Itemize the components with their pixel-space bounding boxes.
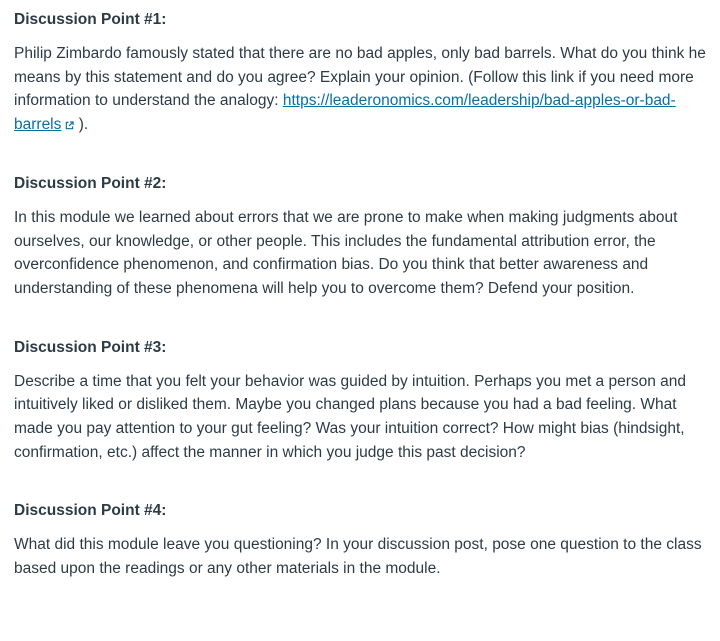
discussion-point-title: Discussion Point #4: (14, 502, 167, 520)
discussion-point-4 (14, 497, 712, 580)
discussion-point-body: What did this module leave you questioning? In your discussion post, pose one question to the class based upon the readings or any other materials in the module. (14, 536, 702, 578)
discussion-point-title: Discussion Point #3: (14, 338, 167, 356)
discussion-point-2 (14, 170, 712, 301)
body-text-after: ). (74, 116, 89, 134)
discussion-point-3 (14, 334, 712, 465)
discussion-point-title: Discussion Point #2: (14, 174, 167, 192)
leaderonomics-link[interactable]: https://leaderonomics.com/leadership/bad-apples-or-bad-barrels (14, 92, 676, 134)
discussion-point-title: Discussion Point #1: (14, 11, 167, 28)
discussion-point-1 (14, 6, 712, 137)
body-text: Philip Zimbardo famously stated that there are no bad apples, only bad barrels. What do you think he means by this statement and do you agree? Explain your opinion. (Follow this link if you need more information to understand the analogy: (14, 45, 706, 110)
discussion-point-body (14, 34, 712, 137)
discussion-point-body: Describe a time that you felt your behavior was guided by intuition. Perhaps you met a person and intuitively liked or disliked them. Maybe you changed plans because you had a bad feeling. What made you pay attention to your gut feeling? Was your intuition correct? How might bias (hindsight, confirmation, etc.) affect the manner in which you judge this past decision? (14, 372, 687, 461)
discussion-point-body: In this module we learned about errors that we are prone to make when making judgments about ourselves, our knowledge, or other people. This includes the fundamental attribution error, the overconfidence phenomenon, and confirmation bias. Do you think that better awareness and understanding of these phenomena will help you to overcome them? Defend your position. (14, 208, 678, 297)
